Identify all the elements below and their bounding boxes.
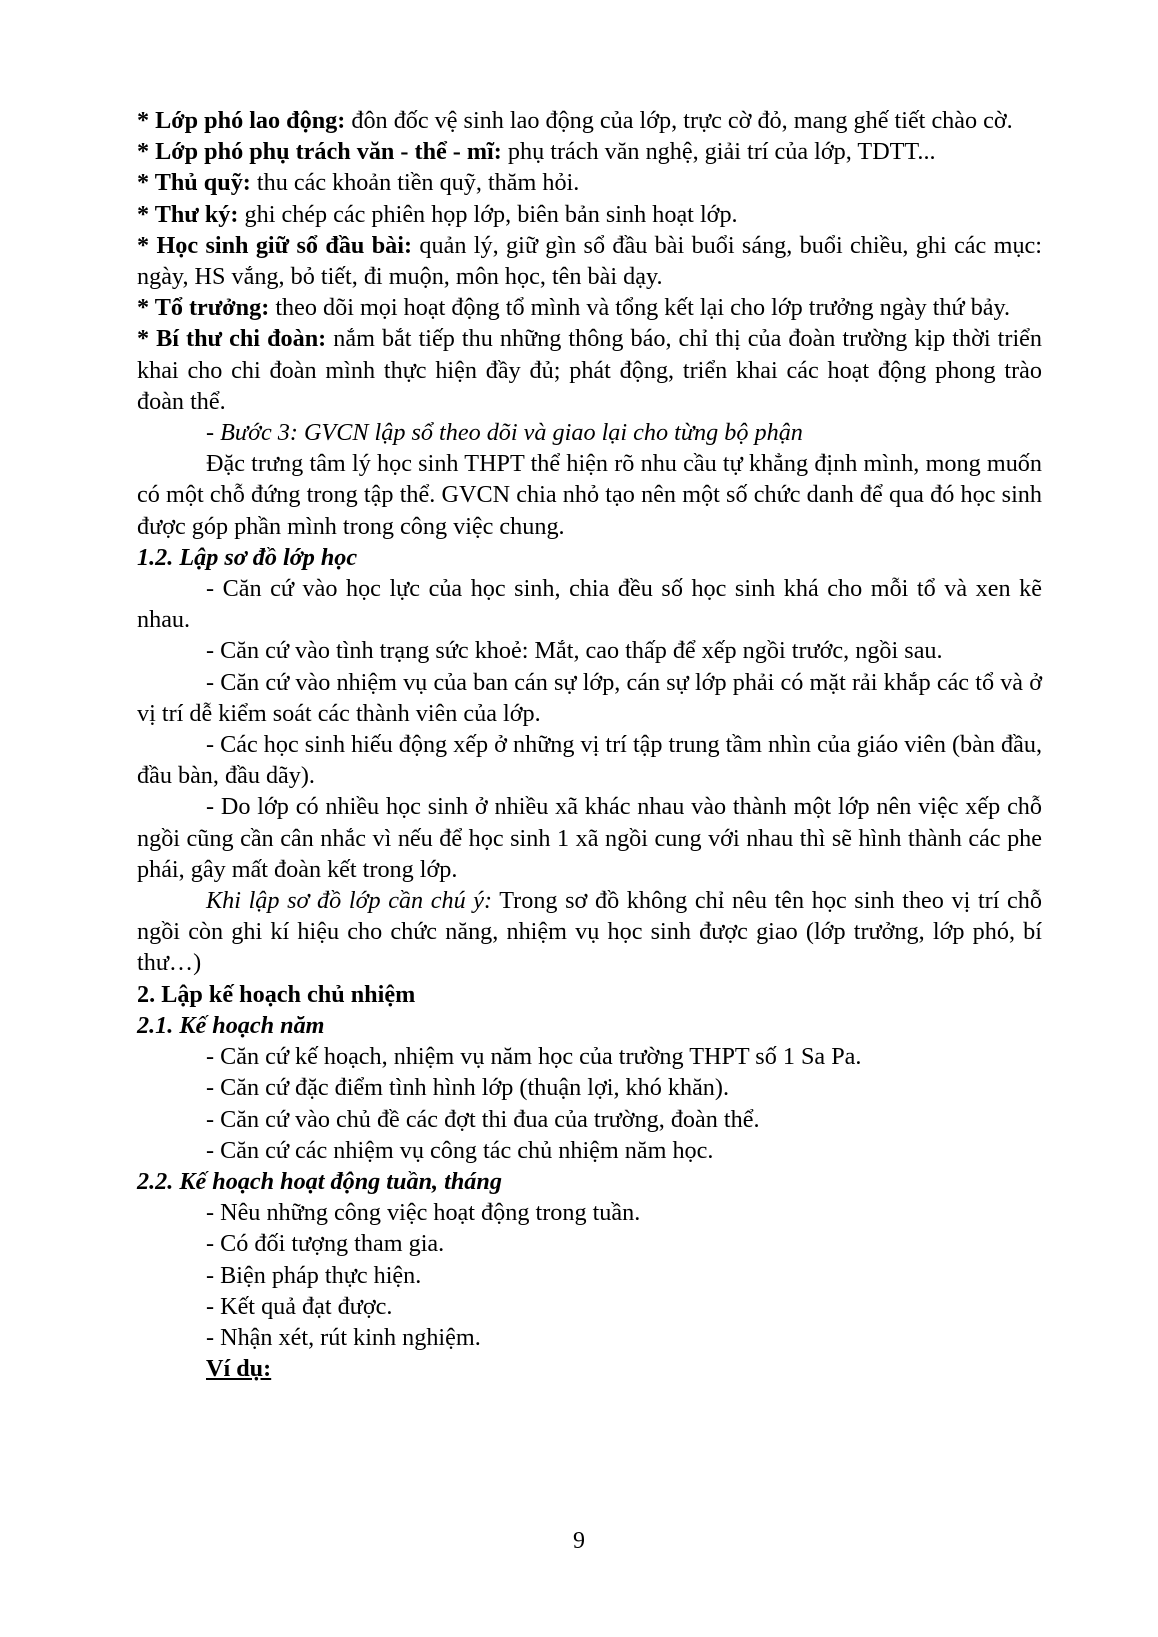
list-item: - Kết quả đạt được. — [206, 1292, 393, 1320]
list-item: - Do lớp có nhiều học sinh ở nhiều xã khác nhau vào thành một lớp nên việc xếp chỗ ngồi cũng cần cân nhắc vì nếu để học sinh 1 xã ngồi cung với nhau thì sẽ hình thành các phe phái, gây mất đoàn kết trong lớp. — [137, 793, 1042, 883]
list-item: - Biện pháp thực hiện. — [206, 1261, 422, 1289]
section-heading-2: 2. Lập kế hoạch chủ nhiệm — [137, 980, 416, 1008]
document-page — [137, 105, 1042, 1384]
list-item: - Căn cứ kế hoạch, nhiệm vụ năm học của trường THPT số 1 Sa Pa. — [206, 1043, 862, 1071]
list-item: - Căn cứ đặc điểm tình hình lớp (thuận lợi, khó khăn). — [206, 1074, 730, 1102]
role-paragraph: * Lớp phó lao động: đôn đốc vệ sinh lao động của lớp, trực cờ đỏ, mang ghế tiết chào cờ. — [137, 107, 1013, 134]
role-paragraph: * Bí thư chi đoàn: nắm bắt tiếp thu những thông báo, chỉ thị của đoàn trường kịp thời triển khai cho chi đoàn mình thực hiện đầy đủ; phát động, triển khai các hoạt động phong trào đoàn thể. — [137, 325, 1042, 415]
example-heading: Ví dụ: — [206, 1355, 272, 1383]
section-heading-1-2: 1.2. Lập sơ đồ lớp học — [137, 543, 358, 571]
list-item: - Các học sinh hiếu động xếp ở những vị trí tập trung tầm nhìn của giáo viên (bàn đầu, đầu bàn, đầu dãy). — [137, 731, 1042, 790]
note-paragraph: Khi lập sơ đồ lớp cần chú ý: Trong sơ đồ không chỉ nêu tên học sinh theo vị trí chỗ ngồi còn ghi kí hiệu cho chức năng, nhiệm vụ học sinh được giao (lớp trưởng, lớp phó, bí thư…) — [137, 887, 1042, 977]
list-item: - Có đối tượng tham gia. — [206, 1230, 445, 1258]
list-item: - Căn cứ vào học lực của học sinh, chia đều số học sinh khá cho mỗi tổ và xen kẽ nhau. — [137, 575, 1042, 634]
section-heading-2-1: 2.1. Kế hoạch năm — [137, 1011, 325, 1039]
role-paragraph: * Thư ký: ghi chép các phiên họp lớp, biên bản sinh hoạt lớp. — [137, 200, 738, 228]
step3-heading: - Bước 3: GVCN lập sổ theo dõi và giao lại cho từng bộ phận — [206, 419, 803, 447]
list-item: - Căn cứ vào chủ đề các đợt thi đua của trường, đoàn thể. — [206, 1105, 760, 1133]
role-paragraph: * Lớp phó phụ trách văn - thể - mĩ: phụ trách văn nghệ, giải trí của lớp, TDTT... — [137, 138, 936, 166]
list-item: - Nhận xét, rút kinh nghiệm. — [206, 1323, 481, 1351]
section-heading-2-2: 2.2. Kế hoạch hoạt động tuần, tháng — [137, 1167, 502, 1195]
role-paragraph: * Tổ trưởng: theo dõi mọi hoạt động tổ mình và tổng kết lại cho lớp trưởng ngày thứ bảy. — [137, 294, 1011, 322]
list-item: - Căn cứ vào tình trạng sức khoẻ: Mắt, cao thấp để xếp ngồi trước, ngồi sau. — [206, 637, 943, 665]
step3-paragraph: Đặc trưng tâm lý học sinh THPT thể hiện rõ nhu cầu tự khẳng định mình, mong muốn có một chỗ đứng trong tập thể. GVCN chia nhỏ tạo nên một số chức danh để qua đó học sinh được góp phần mình trong công việc chung. — [137, 450, 1042, 540]
role-paragraph: * Học sinh giữ sổ đầu bài: quản lý, giữ gìn sổ đầu bài buổi sáng, buổi chiều, ghi các mục: ngày, HS vắng, bỏ tiết, đi muộn, môn học, tên bài dạy. — [137, 231, 1042, 291]
list-item: - Căn cứ các nhiệm vụ công tác chủ nhiệm năm học. — [206, 1136, 714, 1164]
list-item: - Căn cứ vào nhiệm vụ của ban cán sự lớp, cán sự lớp phải có mặt rải khắp các tổ và ở vị trí dễ kiểm soát các thành viên của lớp. — [137, 668, 1042, 727]
page-number: 9 — [573, 1528, 585, 1554]
role-paragraph: * Thủ quỹ: thu các khoản tiền quỹ, thăm hỏi. — [137, 169, 580, 197]
list-item: - Nêu những công việc hoạt động trong tuần. — [206, 1199, 641, 1227]
